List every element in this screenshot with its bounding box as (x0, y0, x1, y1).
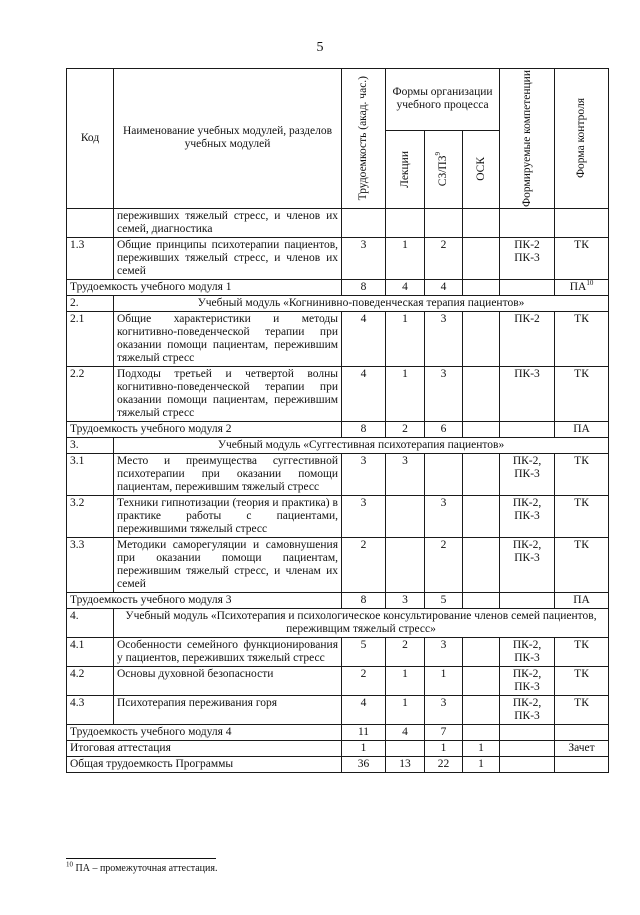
header-forms: Формы организации учебного процесса (386, 69, 500, 131)
table-row: 1.3 Общие принципы психотерапии пациентов, переживших тяжелый стресс, и членов их семей 3 1 2 ПК-2 ПК-3 ТК (67, 237, 609, 279)
header-sz: $СЗ/ПЗ^9$ (425, 130, 463, 208)
module-total-row: Трудоемкость учебного модуля 3 8 3 5 ПА (67, 592, 609, 608)
module-header-row: 3. Учебный модуль «Суггестивная психотерапия пациентов» (67, 437, 609, 453)
module-header-row: 4. Учебный модуль «Психотерапия и психологическое консультирование членов семей пациентов, переживщим тяжелый стресс» (67, 608, 609, 637)
table-row: 4.2 Основы духовной безопасности 2 1 1 ПК-2, ПК-3 ТК (67, 666, 609, 695)
table-row: 3.2 Техники гипнотизации (теория и практика) в практике работы с пациентами, пережившими тяжелый стресс 3 3 ПК-2, ПК-3 ТК (67, 495, 609, 537)
header-osk: ОСК (463, 130, 500, 208)
header-labor: Трудоемкость (акад. час.) (342, 69, 386, 209)
module-total-row: Трудоемкость учебного модуля 1 8 4 4 ПА$^{10}$ (67, 279, 609, 295)
header-name: Наименование учебных модулей, разделов учебных модулей (114, 69, 342, 209)
module-header-row: 2. Учебный модуль «Когнинивно-поведенческая терапия пациентов» (67, 295, 609, 311)
curriculum-table (66, 68, 609, 773)
header-code: Код (67, 69, 114, 209)
footnote-divider (66, 858, 216, 859)
module-total-row: Трудоемкость учебного модуля 4 11 4 7 (67, 724, 609, 740)
table-row: 4.1 Особенности семейного функционирования у пациентов, переживших тяжелый стресс 5 2 3 ПК-2, ПК-3 ТК (67, 637, 609, 666)
page-number: 5 (316, 40, 324, 55)
table-row: 2.1 Общие характеристики и методы когнитивно-поведенческой терапии при оказании помощи пациентам, пережившим тяжелый стресс 4 1 3 ПК-2 ТК (67, 311, 609, 366)
grand-total-row: Общая трудоемкость Программы 36 13 22 1 (67, 756, 609, 772)
header-lectures: Лекции (386, 130, 425, 208)
module-total-row: Трудоемкость учебного модуля 2 8 2 6 ПА (67, 421, 609, 437)
footnote: $^{10}$ ПА – промежуточная аттестация. (66, 860, 218, 874)
table-row: переживших тяжелый стресс, и членов их семей, диагностика (67, 208, 609, 237)
table-row: 3.1 Место и преимущества суггестивной психотерапии при оказании помощи пациентам, пережившим тяжелый стресс 3 3 ПК-2, ПК-3 ТК (67, 453, 609, 495)
header-control: Форма контроля (555, 69, 609, 209)
table-row: 2.2 Подходы третьей и четвертой волны когнитивно-поведенческой терапии при оказании помощи пациентам, пережившим тяжелый стресс 4 1 3 ПК-3 ТК (67, 366, 609, 421)
table-row: 4.3 Психотерапия переживания горя 4 1 3 ПК-2, ПК-3 ТК (67, 695, 609, 724)
final-attestation-row: Итоговая аттестация 1 1 1 Зачет (67, 740, 609, 756)
table-row: 3.3 Методики саморегуляции и самовнушения при оказании помощи пациентам, пережившим тяжелый стресс, и членам их семей 2 2 ПК-2, ПК-3 ТК (67, 537, 609, 592)
header-competencies: Формируемые компетенции (500, 69, 555, 209)
